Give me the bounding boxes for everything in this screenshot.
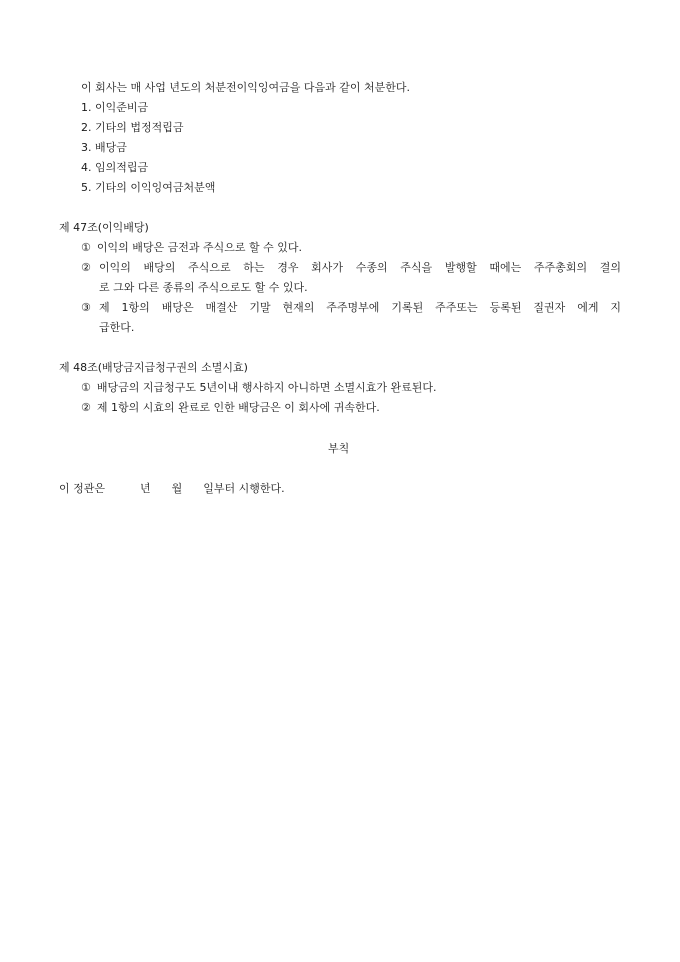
- item-number: 3.: [81, 141, 92, 154]
- paragraph-text: 이익의 배당은 금전과 주식으로 할 수 있다.: [96, 241, 302, 254]
- article-48-title: 제 48조(배당금지급청구권의 소멸시효): [59, 361, 248, 374]
- intro-item-3: [81, 141, 127, 155]
- item-text: 이익준비금: [95, 101, 149, 114]
- article-47-paragraph-3: [81, 301, 97, 315]
- intro-text: 이 회사는 매 사업 년도의 처분전이익잉여금을 다음과 같이 처분한다.: [81, 81, 410, 94]
- item-text: 기타의 이익잉여금처분액: [95, 181, 216, 194]
- addendum-prefix: 이 정관은: [59, 482, 106, 495]
- article-48-paragraph-2: [81, 401, 380, 415]
- article-47-paragraph-1: [81, 241, 302, 255]
- addendum-year: 년: [140, 482, 151, 495]
- article-47-paragraph-2: [81, 261, 97, 275]
- item-number: 5.: [81, 181, 92, 194]
- item-text: 임의적립금: [95, 161, 149, 174]
- item-text: 기타의 법정적립금: [95, 121, 184, 134]
- article-47-paragraph-2-line-2: 로 그와 다른 종류의 주식으로도 할 수 있다.: [99, 281, 308, 294]
- paragraph-marker: ③: [81, 301, 91, 314]
- article-47-title: 제 47조(이익배당): [59, 221, 149, 234]
- addendum-month: 월: [171, 482, 183, 495]
- item-number: 4.: [81, 161, 92, 174]
- item-number: 2.: [81, 121, 92, 134]
- paragraph-marker: ①: [81, 241, 91, 254]
- intro-item-5: [81, 181, 215, 195]
- article-47-paragraph-3-line-2: 급한다.: [99, 321, 135, 334]
- paragraph-text: 제 1항의 시효의 완료로 인한 배당금은 이 회사에 귀속한다.: [96, 401, 380, 414]
- article-47-paragraph-3-line-1: 제 1항의 배당은 매결산 기말 현재의 주주명부에 기록된 주주또는 등록된 질권자 에게 지: [99, 301, 621, 314]
- intro-item-1: [81, 101, 148, 115]
- item-number: 1.: [81, 101, 92, 114]
- paragraph-marker: ①: [81, 381, 91, 394]
- paragraph-text: 배당금의 지급청구도 5년이내 행사하지 아니하면 소멸시효가 완료된다.: [96, 381, 437, 394]
- paragraph-marker: ②: [81, 261, 91, 274]
- article-47-paragraph-2-line-1: 이익의 배당의 주식으로 하는 경우 회사가 수종의 주식을 발행할 때에는 주주총회의 결의: [99, 261, 621, 274]
- intro-item-4: [81, 161, 148, 175]
- item-text: 배당금: [95, 141, 127, 154]
- addendum-text: [59, 482, 285, 496]
- intro-item-2: [81, 121, 184, 135]
- addendum-suffix: 일부터 시행한다.: [203, 482, 285, 495]
- paragraph-marker: ②: [81, 401, 91, 414]
- article-48-paragraph-1: [81, 381, 437, 395]
- addendum-title: 부칙: [328, 442, 350, 455]
